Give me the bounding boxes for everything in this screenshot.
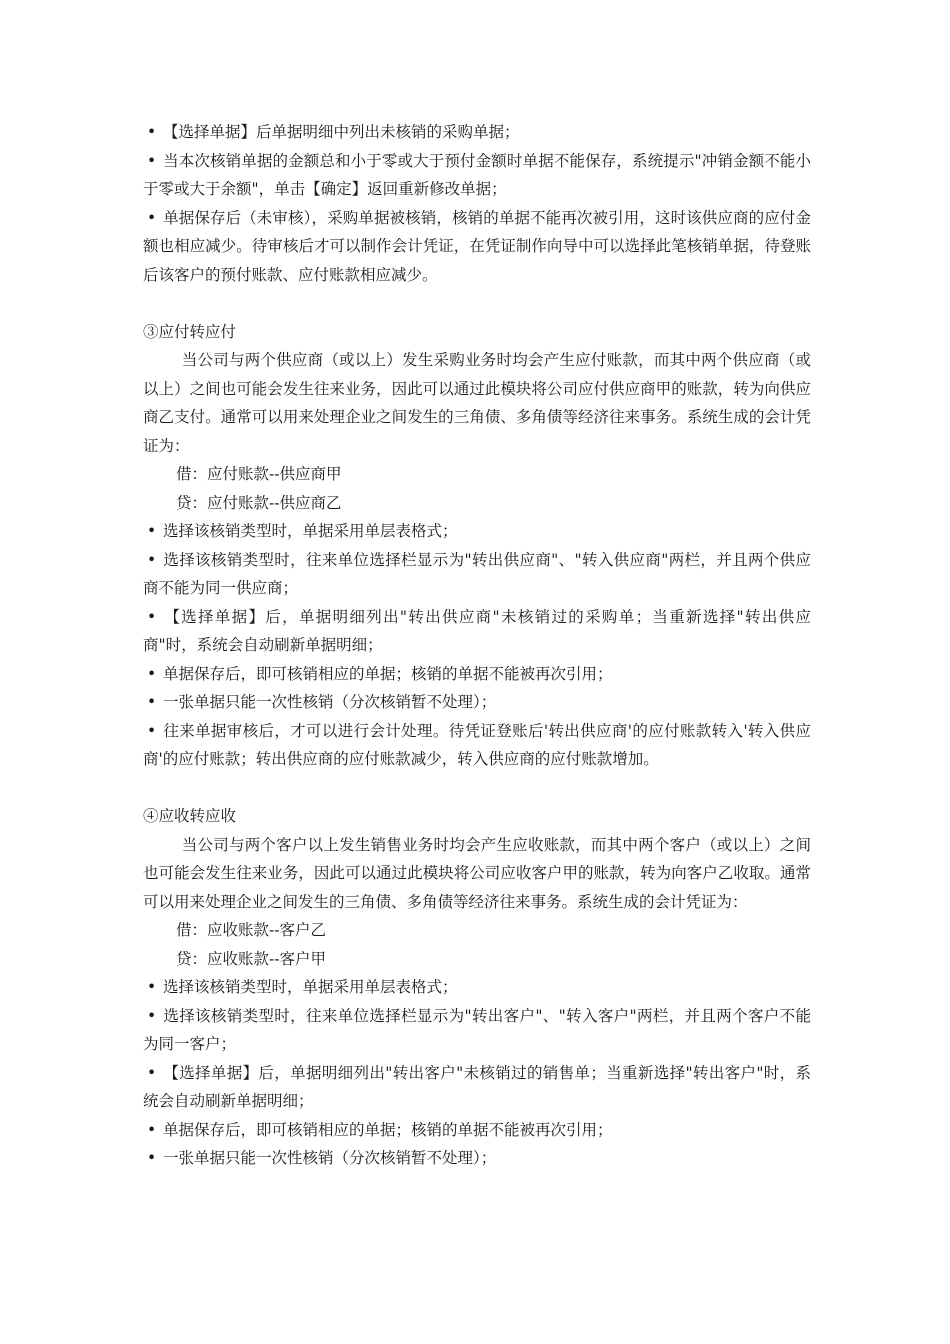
paragraph-gap (143, 774, 811, 803)
bullet-item: • 【选择单据】后，单据明细列出"转出客户"未核销过的销售单；当重新选择"转出客户"时，系统会自动刷新单据明细； (143, 1059, 811, 1116)
section-intro-paragraph: 当公司与两个客户以上发生销售业务时均会产生应收账款，而其中两个客户（或以上）之间也可能会发生往来业务，因此可以通过此模块将公司应收客户甲的账款，转为向客户乙收取。通常可以用来处理企业之间发生的三角债、多角债等经济往来事务。系统生成的会计凭证为： (143, 835, 811, 911)
section-heading-receivable-transfer: ④应收转应收 (143, 807, 237, 825)
bullet-item: • 一张单据只能一次性核销（分次核销暂不处理）； (143, 688, 811, 717)
bullet-item: • 当本次核销单据的金额总和小于零或大于预付金额时单据不能保存，系统提示"冲销金额不能小于零或大于余额"，单击【确定】返回重新修改单据； (143, 147, 811, 204)
section-intro-paragraph: 当公司与两个供应商（或以上）发生采购业务时均会产生应付账款，而其中两个供应商（或以上）之间也可能会发生往来业务，因此可以通过此模块将公司应付供应商甲的账款，转为向供应商乙支付。通常可以用来处理企业之间发生的三角债、多角债等经济往来事务。系统生成的会计凭证为： (143, 351, 811, 455)
bullet-item: • 选择该核销类型时，往来单位选择栏显示为"转出供应商"、"转入供应商"两栏，并且两个供应商不能为同一供应商； (143, 546, 811, 603)
bullet-item: • 选择该核销类型时，往来单位选择栏显示为"转出客户"、"转入客户"两栏，并且两个客户不能为同一客户； (143, 1002, 811, 1059)
paragraph-gap (143, 289, 811, 318)
bullet-item: • 【选择单据】后单据明细中列出未核销的采购单据； (143, 118, 811, 147)
bullet-item: • 一张单据只能一次性核销（分次核销暂不处理）； (143, 1144, 811, 1173)
voucher-credit-entry: 贷：应收账款--客户甲 (176, 949, 326, 968)
bullet-item: • 选择该核销类型时，单据采用单层表格式； (143, 517, 811, 546)
bullet-item: • 选择该核销类型时，单据采用单层表格式； (143, 973, 811, 1002)
bullet-item: • 单据保存后，即可核销相应的单据；核销的单据不能被再次引用； (143, 1116, 811, 1145)
section-heading-payable-transfer: ③应付转应付 (143, 322, 237, 341)
document-page (143, 118, 811, 1173)
bullet-item: • 单据保存后（未审核），采购单据被核销，核销的单据不能再次被引用，这时该供应商的应付金额也相应减少。待审核后才可以制作会计凭证，在凭证制作向导中可以选择此笔核销单据，待登账后该客户的预付账款、应付账款相应减少。 (143, 204, 811, 290)
voucher-credit-entry: 贷：应付账款--供应商乙 (176, 493, 342, 512)
bullet-item: • 单据保存后，即可核销相应的单据；核销的单据不能被再次引用； (143, 660, 811, 689)
voucher-debit-entry: 借：应付账款--供应商甲 (176, 465, 342, 483)
bullet-item: • 【选择单据】后，单据明细列出"转出供应商"未核销过的采购单；当重新选择"转出供应商"时，系统会自动刷新单据明细； (143, 603, 811, 660)
bullet-item: • 往来单据审核后，才可以进行会计处理。待凭证登账后'转出供应商'的应付账款转入'转入供应商'的应付账款；转出供应商的应付账款减少，转入供应商的应付账款增加。 (143, 717, 811, 774)
voucher-debit-entry: 借：应收账款--客户乙 (176, 921, 326, 939)
